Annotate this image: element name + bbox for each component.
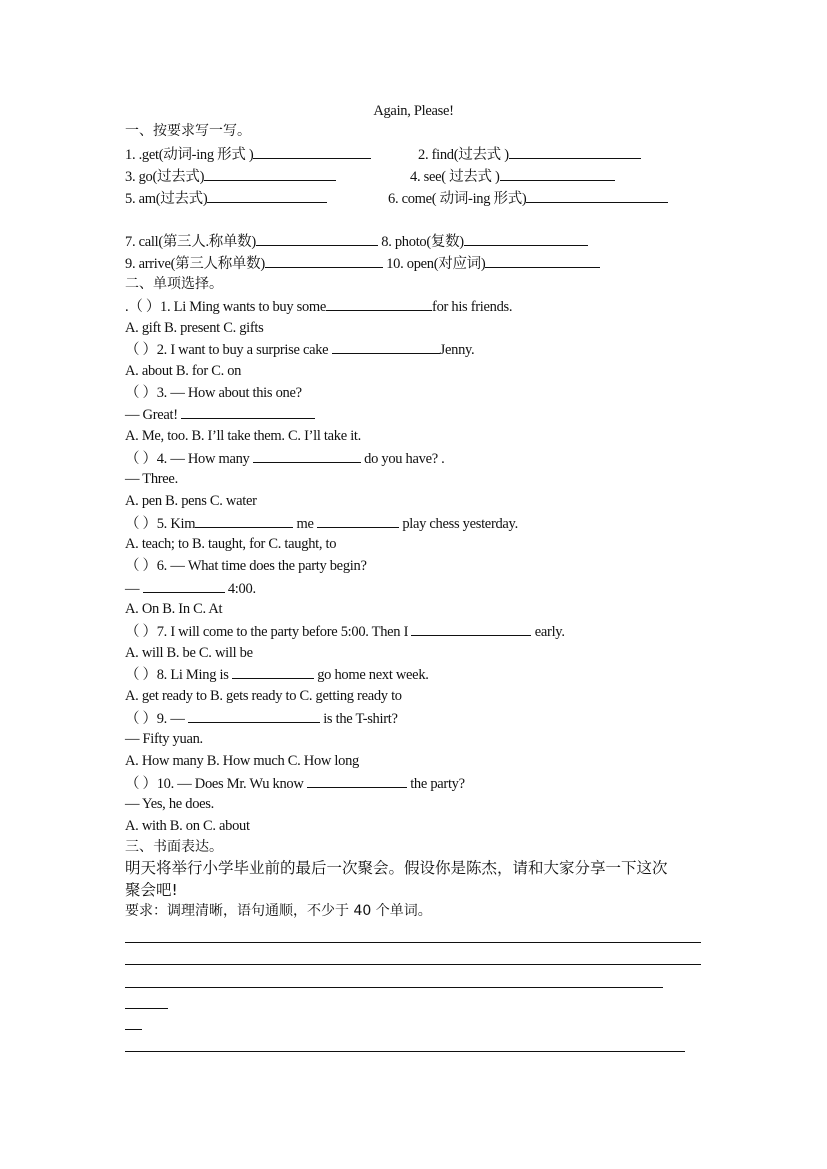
answer-blank[interactable] (317, 514, 399, 528)
question-text: .（ ）1. Li Ming wants to buy some (125, 299, 327, 315)
question-text: — (125, 581, 140, 597)
item-10: 10. open(对应词) (386, 256, 486, 272)
question-6-reply (125, 579, 256, 598)
item-row-7 (125, 232, 588, 251)
item-row-1 (125, 145, 371, 164)
question-4 (125, 449, 445, 468)
options-3: A. Me, too. B. I’ll take them. C. I’ll take it. (125, 428, 361, 444)
question-6: （ ）6. — What time does the party begin? (125, 558, 367, 574)
section-1-heading: 一、按要求写一写。 (125, 123, 251, 139)
question-text: （ ）8. Li Ming is (125, 667, 229, 683)
question-3: （ ）3. — How about this one? (125, 385, 302, 401)
item-1: 1. .get(动词-ing 形式 ) (125, 147, 254, 163)
question-10-reply: — Yes, he does. (125, 796, 214, 812)
item-row-5 (125, 189, 327, 208)
answer-blank[interactable] (256, 232, 378, 246)
question-text: do you have? . (364, 451, 445, 467)
writing-requirements: 要求：调理清晰，语句通顺，不少于 40 个单词。 (125, 903, 432, 919)
item-2-row (418, 145, 641, 164)
writing-line[interactable] (125, 942, 701, 943)
question-9-reply: — Fifty yuan. (125, 731, 203, 747)
writing-line[interactable] (125, 1008, 168, 1009)
options-9: A. How many B. How much C. How long (125, 753, 359, 769)
options-6: A. On B. In C. At (125, 601, 223, 617)
question-text: early. (534, 624, 565, 640)
answer-blank[interactable] (326, 297, 432, 311)
writing-prompt-line-1: 明天将举行小学毕业前的最后一次聚会。假设你是陈杰，请和大家分享一下这次 (125, 859, 668, 877)
answer-blank[interactable] (207, 189, 327, 203)
question-text: go home next week. (317, 667, 429, 683)
answer-blank[interactable] (464, 232, 588, 246)
options-10: A. with B. on C. about (125, 818, 250, 834)
writing-line[interactable] (125, 964, 701, 965)
options-2: A. about B. for C. on (125, 363, 242, 379)
answer-blank[interactable] (232, 665, 314, 679)
answer-blank[interactable] (195, 514, 293, 528)
question-5 (125, 514, 518, 533)
question-text: （ ）2. I want to buy a surprise cake (125, 342, 329, 358)
answer-blank[interactable] (485, 254, 600, 268)
writing-line[interactable] (125, 987, 663, 988)
item-row-3 (125, 167, 336, 186)
answer-blank[interactable] (143, 579, 225, 593)
item-7: 7. call(第三人.称单数) (125, 234, 256, 250)
item-6-row (388, 189, 668, 208)
item-4-row (410, 167, 615, 186)
question-text: — Great! (125, 407, 178, 423)
answer-blank[interactable] (253, 449, 361, 463)
page-title: Again, Please! (373, 103, 454, 119)
question-2 (125, 340, 474, 359)
question-3-reply (125, 405, 315, 424)
options-8: A. get ready to B. gets ready to C. getting ready to (125, 688, 402, 704)
item-9: 9. arrive(第三人称单数) (125, 256, 265, 272)
question-text: Jenny. (439, 342, 475, 358)
question-text: is the T-shirt? (323, 711, 398, 727)
question-text: （ ）9. — (125, 711, 185, 727)
question-text: play chess yesterday. (402, 516, 518, 532)
question-text: （ ）5. Kim (125, 516, 196, 532)
section-3-heading: 三、书面表达。 (125, 839, 223, 855)
writing-line[interactable] (125, 1029, 142, 1030)
question-text: the party? (410, 776, 465, 792)
section-2-heading: 二、单项选择。 (125, 276, 223, 292)
answer-blank[interactable] (509, 145, 641, 159)
answer-blank[interactable] (307, 774, 407, 788)
question-text: （ ）7. I will come to the party before 5:00. Then I (125, 624, 409, 640)
item-6: 6. come( 动词-ing 形式) (388, 191, 527, 207)
answer-blank[interactable] (411, 622, 531, 636)
answer-blank[interactable] (265, 254, 383, 268)
answer-blank[interactable] (204, 167, 336, 181)
answer-blank[interactable] (181, 405, 315, 419)
options-5: A. teach; to B. taught, for C. taught, to (125, 536, 337, 552)
question-text: for his friends. (432, 299, 513, 315)
writing-line[interactable] (125, 1051, 685, 1052)
question-9 (125, 709, 398, 728)
item-4: 4. see( 过去式 ) (410, 169, 500, 185)
writing-prompt-line-2: 聚会吧! (125, 881, 178, 899)
item-3: 3. go(过去式) (125, 169, 205, 185)
answer-blank[interactable] (253, 145, 371, 159)
item-8: 8. photo(复数) (381, 234, 464, 250)
answer-blank[interactable] (526, 189, 668, 203)
question-4-reply: — Three. (125, 471, 178, 487)
question-8 (125, 665, 429, 684)
question-text: 4:00. (227, 581, 256, 597)
question-7 (125, 622, 565, 641)
answer-blank[interactable] (332, 340, 440, 354)
question-text: （ ）4. — How many (125, 451, 250, 467)
options-1: A. gift B. present C. gifts (125, 320, 264, 336)
question-text: （ ）10. — Does Mr. Wu know (125, 776, 304, 792)
options-4: A. pen B. pens C. water (125, 493, 257, 509)
answer-blank[interactable] (500, 167, 615, 181)
question-10 (125, 774, 465, 793)
question-1 (125, 297, 512, 316)
item-2: 2. find(过去式 ) (418, 147, 509, 163)
options-7: A. will B. be C. will be (125, 645, 253, 661)
answer-blank[interactable] (188, 709, 320, 723)
item-5: 5. am(过去式) (125, 191, 208, 207)
item-row-9 (125, 254, 600, 273)
question-text: me (296, 516, 314, 532)
